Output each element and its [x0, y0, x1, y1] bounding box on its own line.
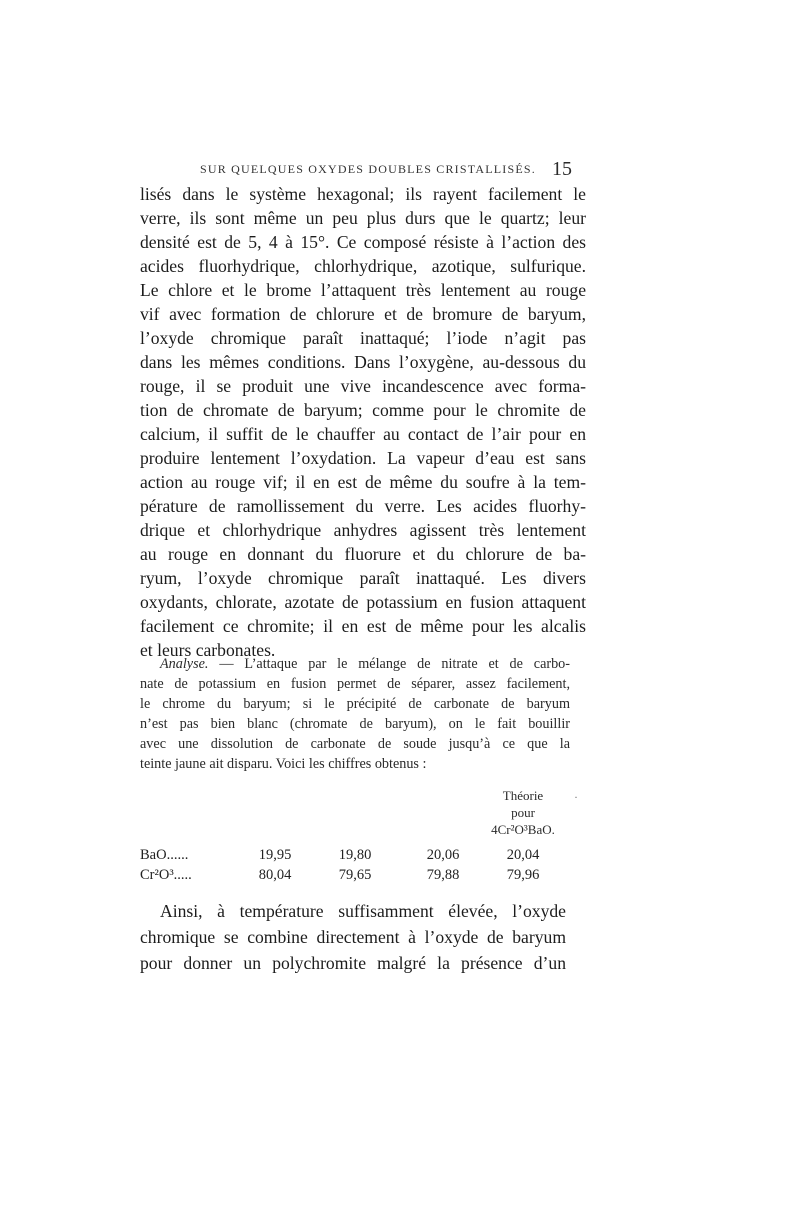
text-line: tion de chromate de baryum; comme pour le chromite de	[140, 400, 586, 420]
text-line: nate de potassium en fusion permet de séparer, assez facilement,	[140, 676, 570, 692]
table-cell: 79,88	[426, 867, 460, 883]
text-line: au rouge en donnant du fluorure et du chlorure de ba-	[140, 544, 586, 564]
text-line: l’oxyde chromique paraît inattaqué; l’iode n’agit pas	[140, 328, 586, 348]
text-line: calcium, il suffit de le chauffer au contact de l’air pour en	[140, 424, 586, 444]
table-cell: 19,80	[338, 847, 372, 863]
text-line: n’est pas bien blanc (chromate de baryum), on le fait bouillir	[140, 716, 570, 732]
running-head	[200, 160, 572, 180]
table-cell: 79,65	[338, 867, 372, 883]
text-line: Ainsi, à température suffisamment élevée, l’oxyde	[160, 901, 566, 921]
text-line: acides fluorhydrique, chlorhydrique, azotique, sulfurique.	[140, 256, 586, 276]
theory-header-formula: 4Cr²O³BaO.	[491, 822, 555, 837]
text-line: rouge, il se produit une vive incandescence avec forma-	[140, 376, 586, 396]
table-cell: 20,04	[506, 847, 540, 863]
theory-header: Théorie	[502, 788, 544, 803]
stray-dot-mark: ·	[574, 790, 578, 804]
table-cell: 80,04	[258, 867, 292, 883]
page-number: 15	[552, 158, 572, 180]
text-line: dans les mêmes conditions. Dans l’oxygène, au-dessous du	[140, 352, 586, 372]
text-line: verre, ils sont même un peu plus durs que le quartz; leur	[140, 208, 586, 228]
text-line: drique et chlorhydrique anhydres agissent très lentement	[140, 520, 586, 540]
analyse-label: Analyse.	[160, 656, 209, 672]
text-line: facilement ce chromite; il en est de même pour les alcalis	[140, 616, 586, 636]
text-line: Le chlore et le brome l’attaquent très lentement au rouge	[140, 280, 586, 300]
text-line: vif avec formation de chlorure et de bromure de baryum,	[140, 304, 586, 324]
text-line: et leurs carbonates.	[140, 640, 276, 660]
text-line: oxydants, chlorate, azotate de potassium en fusion attaquent	[140, 592, 586, 612]
text-line: chromique se combine directement à l’oxyde de baryum	[140, 927, 566, 947]
theory-header-pour: pour	[511, 805, 535, 820]
table-cell: 19,95	[258, 847, 292, 863]
text-line: le chrome du baryum; si le précipité de carbonate de baryum	[140, 696, 570, 712]
table-cell: 20,06	[426, 847, 460, 863]
text-line: densité est de 5, 4 à 15°. Ce composé résiste à l’action des	[140, 232, 586, 252]
text-line: pour donner un polychromite malgré la présence d’un	[140, 953, 566, 973]
row-label-cr2o3: Cr²O³.....	[140, 867, 192, 883]
table-cell: 79,96	[506, 867, 540, 883]
analyse-first-line-text: — L’attaque par le mélange de nitrate et de carbo-	[219, 656, 571, 672]
analyse-first-line	[160, 654, 570, 674]
text-line: teinte jaune ait disparu. Voici les chiffres obtenus :	[140, 756, 427, 772]
text-line: lisés dans le système hexagonal; ils rayent facilement le	[140, 184, 586, 204]
text-line: avec une dissolution de carbonate de soude jusqu’à ce que la	[140, 736, 570, 752]
text-line: pérature de ramollissement du verre. Les acides fluorhy-	[140, 496, 586, 516]
row-label-bao: BaO......	[140, 847, 189, 863]
text-line: action au rouge vif; il en est de même du soufre à la tem-	[140, 472, 586, 492]
text-line: produire lentement l’oxydation. La vapeur d’eau est sans	[140, 448, 586, 468]
running-head-title: SUR QUELQUES OXYDES DOUBLES CRISTALLISÉS.	[200, 162, 536, 176]
text-line: ryum, l’oxyde chromique paraît inattaqué. Les divers	[140, 568, 586, 588]
